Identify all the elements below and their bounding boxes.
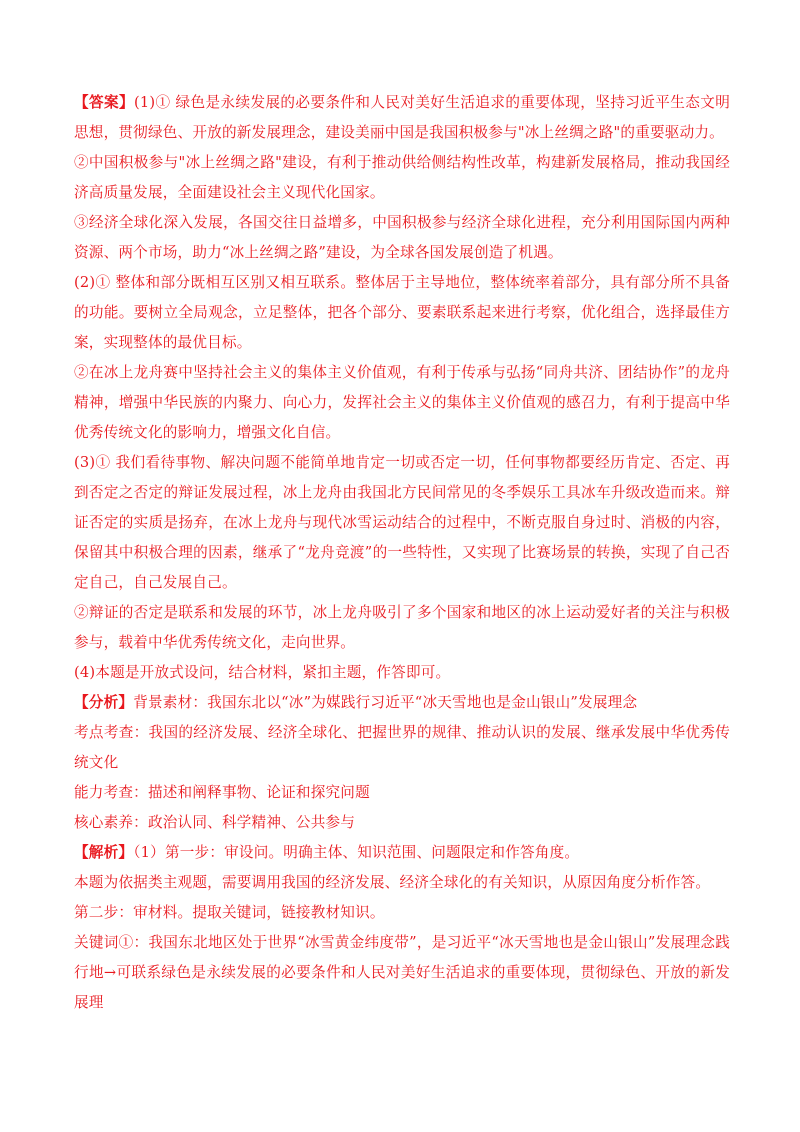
analysis-background: 【分析】背景素材：我国东北以“冰”为媒践行习近平“冰天雪地也是金山银山”发展理念 xyxy=(74,694,638,711)
explain-tag: 【解析】 xyxy=(74,844,134,861)
explain-desc: 本题为依据类主观题，需要调用我国的经济发展、经济全球化的有关知识，从原因角度分析作答。 xyxy=(74,874,711,891)
answer-part3-item1: (3)① 我们看待事物、解决问题不能简单地肯定一切或否定一切，任何事物都要经历肯定、否定、再到否定之否定的辩证发展过程，冰上龙舟由我国北方民间常见的冬季娱乐工具冰车升级改造而来。辩证否定的实质是扬弃，在冰上龙舟与现代冰雪运动结合的过程中，不断克服自身过时、消极的内容，保留其中积极合理的因素，继承了“龙舟竞渡”的一些特性，又实现了比赛场景的转换，实现了自己否定自己，自己发展自己。 xyxy=(74,454,730,591)
document-body xyxy=(74,88,730,1018)
answer-part4: (4)本题是开放式设问，结合材料，紧扣主题，作答即可。 xyxy=(74,664,451,681)
analysis-tag: 【分析】 xyxy=(74,694,134,711)
answer-part1-item1: 【答案】(1)① 绿色是永续发展的必要条件和人民对美好生活追求的重要体现，坚持习近平生态文明思想，贯彻绿色、开放的新发展理念，建设美丽中国是我国积极参与"冰上丝绸之路"的重要驱动力。 xyxy=(74,94,730,141)
answer-part1-item3: ③经济全球化深入发展，各国交往日益增多，中国积极参与经济全球化进程，充分利用国际国内两种资源、两个市场，助力“冰上丝绸之路”建设，为全球各国发展创造了机遇。 xyxy=(74,214,730,261)
answer-part3-item2: ②辩证的否定是联系和发展的环节，冰上龙舟吸引了多个国家和地区的冰上运动爱好者的关注与积极参与，载着中华优秀传统文化，走向世界。 xyxy=(74,604,730,651)
explain-step2: 第二步：审材料。提取关键词，链接教材知识。 xyxy=(74,904,385,921)
answer-tag: 【答案】 xyxy=(74,94,134,111)
answer-part2-item2: ②在冰上龙舟赛中坚持社会主义的集体主义价值观，有利于传承与弘扬“同舟共济、团结协作”的龙舟精神，增强中华民族的内聚力、向心力，发挥社会主义的集体主义价值观的感召力，有利于提高中华优秀传统文化的影响力，增强文化自信。 xyxy=(74,364,730,441)
answer-part2-item1: (2)① 整体和部分既相互区别又相互联系。整体居于主导地位，整体统率着部分，具有部分所不具备的功能。要树立全局观念，立足整体，把各个部分、要素联系起来进行考察，优化组合，选择最佳方案，实现整体的最优目标。 xyxy=(74,274,730,351)
analysis-kaodian: 考点考查：我国的经济发展、经济全球化、把握世界的规律、推动认识的发展、继承发展中华优秀传统文化 xyxy=(74,724,730,771)
answer-part1-item2: ②中国积极参与"冰上丝绸之路"建设，有利于推动供给侧结构性改革，构建新发展格局，推动我国经济高质量发展，全面建设社会主义现代化国家。 xyxy=(74,154,730,201)
explain-keyword1: 关键词①：我国东北地区处于世界“冰雪黄金纬度带”，是习近平“冰天雪地也是金山银山”发展理念践行地→可联系绿色是永续发展的必要条件和人民对美好生活追求的重要体现，贯彻绿色、开放的新发展理 xyxy=(74,934,730,1011)
explain-step1: 【解析】（1）第一步：审设问。明确主体、知识范围、问题限定和作答角度。 xyxy=(74,844,580,861)
analysis-suyang: 核心素养：政治认同、科学精神、公共参与 xyxy=(74,814,356,831)
analysis-nengli: 能力考查：描述和阐释事物、论证和探究问题 xyxy=(74,784,370,801)
